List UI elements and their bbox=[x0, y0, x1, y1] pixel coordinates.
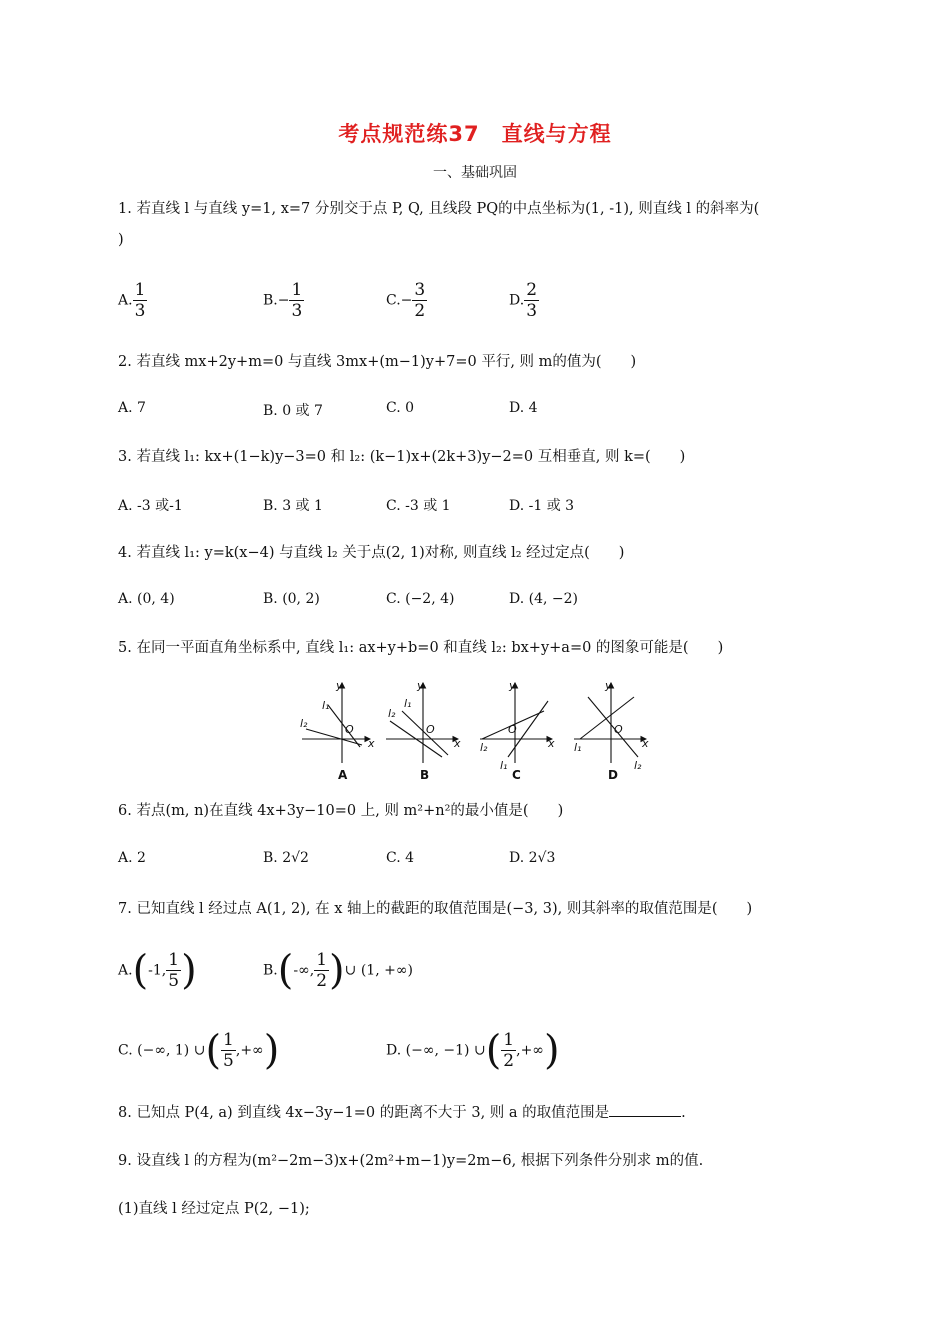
q6-option-c: C. 4 bbox=[386, 850, 415, 866]
svg-text:y: y bbox=[605, 679, 612, 692]
svg-text:l₁: l₁ bbox=[322, 699, 330, 712]
q5-d-line-l1 bbox=[580, 697, 634, 739]
question-9-stem: 9. 设直线 l 的方程为(m²−2m−3)x+(2m²+m−1)y=2m−6, 根据下列条件分别求 m的值. bbox=[118, 1153, 704, 1169]
q5-b-line-l1 bbox=[402, 711, 448, 755]
svg-text:x: x bbox=[548, 737, 555, 750]
svg-text:O: O bbox=[614, 723, 623, 736]
question-6-stem: 6. 若点(m, n)在直线 4x+3y−10=0 上, 则 m²+n²的最小值是( ) bbox=[118, 803, 564, 819]
svg-text:O: O bbox=[426, 723, 435, 736]
svg-text:O: O bbox=[508, 723, 517, 736]
svg-text:x: x bbox=[642, 737, 649, 750]
svg-text:l₂: l₂ bbox=[480, 741, 488, 754]
question-7-stem: 7. 已知直线 l 经过点 A(1, 2), 在 x 轴上的截距的取值范围是(−3, 3), 则其斜率的取值范围是( ) bbox=[118, 901, 753, 917]
q7-option-c: C. (−∞, 1) ∪( $\frac{1}{5}$ ,+∞) bbox=[118, 1027, 280, 1074]
question-8: 8. 已知点 P(4, a) 到直线 4x−3y−1=0 的距离不大于 3, 则 a 的取值范围是 . bbox=[118, 1102, 686, 1124]
q5-graph-a-label: A bbox=[338, 768, 348, 782]
question-9-part-1: (1)直线 l 经过定点 P(2, −1); bbox=[118, 1201, 310, 1217]
q5-graph-c-label: C bbox=[512, 768, 521, 782]
q5-graph-d-label: D bbox=[608, 768, 618, 782]
q1-option-c: C.− $\frac{3}{2}$ bbox=[386, 280, 426, 321]
q5-graph-b-label: B bbox=[420, 768, 430, 782]
q3-option-d: D. -1 或 3 bbox=[509, 498, 575, 514]
svg-text:y: y bbox=[417, 679, 424, 692]
q2-option-a: A. 7 bbox=[118, 400, 146, 416]
q5-graph-options bbox=[298, 677, 658, 783]
answer-blank[interactable] bbox=[609, 1102, 681, 1117]
question-4-stem: 4. 若直线 l₁: y=k(x−4) 与直线 l₂ 关于点(2, 1)对称, 则直线 l₂ 经过定点( ) bbox=[118, 545, 625, 561]
svg-text:x: x bbox=[368, 737, 375, 750]
question-1-stem-cont: ) bbox=[118, 232, 124, 248]
q3-option-a: A. -3 或-1 bbox=[118, 498, 183, 514]
question-3-stem: 3. 若直线 l₁: kx+(1−k)y−3=0 和 l₂: (k−1)x+(2k+3)y−2=0 互相垂直, 则 k=( ) bbox=[118, 449, 686, 465]
q7-option-a: A.(-1, $\frac{1}{5}$ ) bbox=[118, 947, 197, 994]
q4-option-b: B. (0, 2) bbox=[263, 591, 320, 607]
q1-option-a: A. $\frac{1}{3}$ bbox=[118, 280, 146, 321]
question-5-stem: 5. 在同一平面直角坐标系中, 直线 l₁: ax+y+b=0 和直线 l₂: bx+y+a=0 的图象可能是( ) bbox=[118, 640, 724, 656]
question-8-stem: 8. 已知点 P(4, a) 到直线 4x−3y−1=0 的距离不大于 3, 则 a 的取值范围是 bbox=[118, 1105, 610, 1121]
q6-option-d: D. 2√3 bbox=[509, 850, 556, 866]
svg-text:l₁: l₁ bbox=[574, 741, 582, 754]
q6-option-b: B. 2√2 bbox=[263, 850, 309, 866]
q5-a-line-l1 bbox=[328, 705, 360, 747]
question-1-stem: 1. 若直线 l 与直线 y=1, x=7 分别交于点 P, Q, 且线段 PQ的中点坐标为(1, -1), 则直线 l 的斜率为( bbox=[118, 201, 760, 217]
q5-graph-b bbox=[386, 683, 458, 763]
q1-option-b: B.− $\frac{1}{3}$ bbox=[263, 280, 303, 321]
svg-text:l₁: l₁ bbox=[500, 759, 508, 772]
q4-option-d: D. (4, −2) bbox=[509, 591, 578, 607]
svg-text:l₂: l₂ bbox=[300, 717, 308, 730]
q4-option-a: A. (0, 4) bbox=[118, 591, 175, 607]
svg-text:l₁: l₁ bbox=[404, 697, 412, 710]
question-2-stem: 2. 若直线 mx+2y+m=0 与直线 3mx+(m−1)y+7=0 平行, 则 m的值为( ) bbox=[118, 354, 637, 370]
svg-text:O: O bbox=[345, 723, 354, 736]
q7-option-d: D. (−∞, −1) ∪( $\frac{1}{2}$ ,+∞) bbox=[386, 1027, 560, 1074]
q2-option-c: C. 0 bbox=[386, 400, 415, 416]
svg-text:l₂: l₂ bbox=[388, 707, 396, 720]
q2-option-b: B. 0 或 7 bbox=[263, 403, 323, 419]
q5-graph-d bbox=[574, 683, 646, 763]
svg-text:y: y bbox=[336, 679, 343, 692]
q2-option-d: D. 4 bbox=[509, 400, 538, 416]
q1-option-d: D. $\frac{2}{3}$ bbox=[509, 280, 538, 321]
section-heading: 一、基础巩固 bbox=[433, 165, 517, 181]
svg-text:y: y bbox=[509, 679, 516, 692]
page-title: 考点规范练37 直线与方程 bbox=[338, 122, 612, 146]
q6-option-a: A. 2 bbox=[118, 850, 146, 866]
svg-text:x: x bbox=[454, 737, 461, 750]
q5-graph-a bbox=[302, 683, 370, 763]
q4-option-c: C. (−2, 4) bbox=[386, 591, 455, 607]
q3-option-c: C. -3 或 1 bbox=[386, 498, 451, 514]
q3-option-b: B. 3 或 1 bbox=[263, 498, 323, 514]
q7-option-b: B.(-∞, $\frac{1}{2}$ )∪ (1, +∞) bbox=[263, 947, 413, 994]
svg-text:l₂: l₂ bbox=[634, 759, 642, 772]
